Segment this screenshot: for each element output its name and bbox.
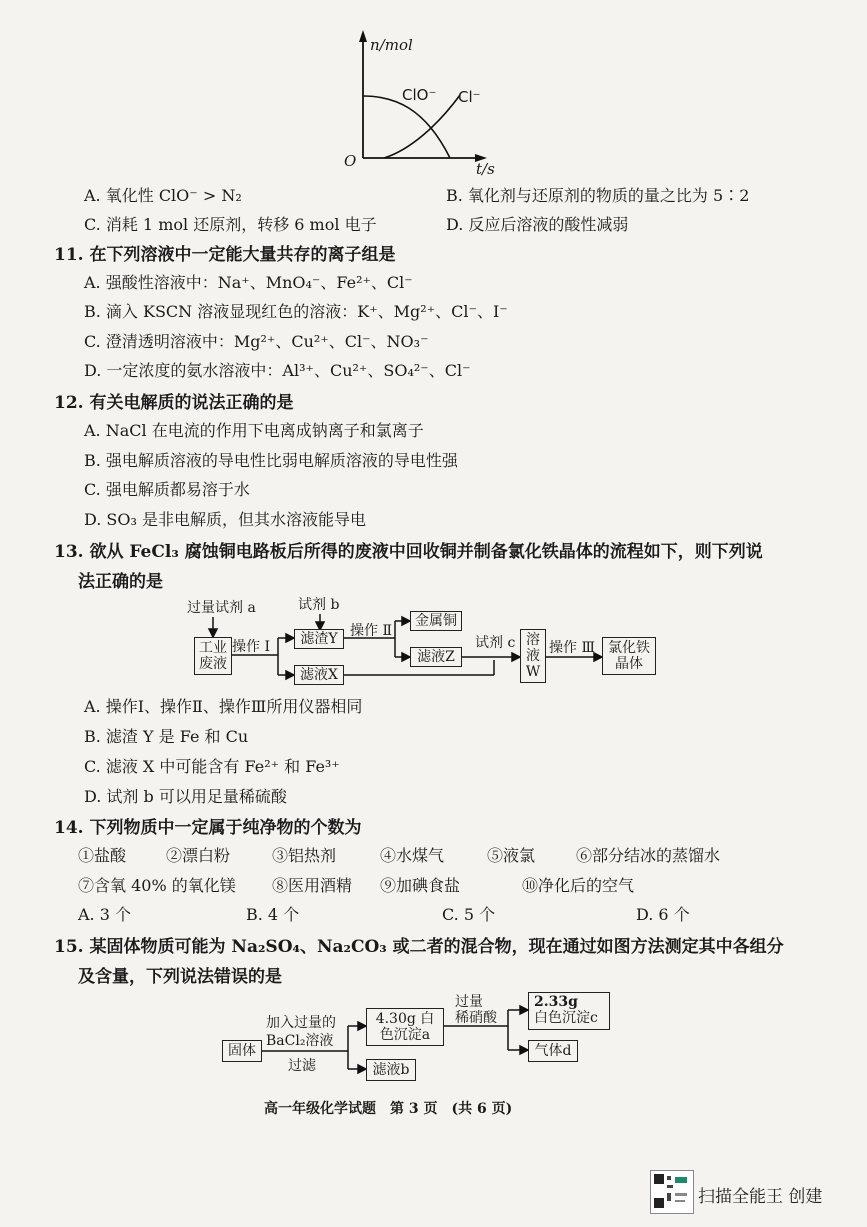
q14-stem: 14. 下列物质中一定属于纯净物的个数为 [54, 818, 362, 838]
q15-box-filtrate-b: 滤液b [366, 1059, 416, 1081]
q10-option-a: A. 氧化性 ClO⁻ > N₂ [84, 186, 242, 205]
q13-stem-line1: 13. 欲从 FeCl₃ 腐蚀铜电路板后所得的废液中回收铜并制备氯化铁晶体的流程如下，则下列说 [54, 542, 763, 562]
q11-option-a: A. 强酸性溶液中：Na⁺、MnO₄⁻、Fe²⁺、Cl⁻ [84, 273, 413, 292]
q11-option-b: B. 滴入 KSCN 溶液显现红色的溶液：K⁺、Mg²⁺、Cl⁻、I⁻ [84, 302, 508, 321]
graph-y-label: n/mol [370, 36, 413, 54]
q13-box-product: 氯化铁晶体 [602, 637, 656, 675]
q13-option-b: B. 滤渣 Y 是 Fe 和 Cu [84, 727, 249, 746]
q12-option-c: C. 强电解质都易溶于水 [84, 480, 250, 499]
q14-item-7: ⑦含氧 40% 的氧化镁 [78, 876, 236, 895]
q14-item-4: ④水煤气 [380, 846, 445, 865]
q13-box-solution-w: 溶液W [520, 629, 546, 683]
q12-stem: 12. 有关电解质的说法正确的是 [54, 393, 294, 413]
q13-op1: 操作 Ⅰ [232, 639, 270, 655]
q14-item-1: ①盐酸 [78, 846, 127, 865]
q14-item-6: ⑥部分结冰的蒸馏水 [576, 846, 721, 865]
q11-option-d: D. 一定浓度的氨水溶液中：Al³⁺、Cu²⁺、SO₄²⁻、Cl⁻ [84, 361, 471, 380]
q15-filter: 过滤 [288, 1058, 316, 1074]
graph-origin: O [344, 152, 357, 170]
q14-item-10: ⑩净化后的空气 [522, 876, 635, 895]
curve-label-cl: Cl⁻ [458, 88, 481, 106]
q13-stem-line2: 法正确的是 [78, 572, 163, 592]
q15-add-line2: BaCl₂溶液 [266, 1033, 334, 1049]
q15-ppt-c-mass: 2.33g [534, 994, 578, 1010]
q13-op3: 操作 Ⅲ [549, 640, 595, 656]
q14-option-b: B. 4 个 [246, 905, 300, 924]
q15-box-ppt-a: 4.30g 白色沉淀a [366, 1008, 444, 1046]
q13-reagent-b: 试剂 b [298, 597, 340, 613]
q14-item-3: ③铝热剂 [272, 846, 337, 865]
watermark-text: 扫描全能王 创建 [698, 1187, 823, 1207]
q13-option-c: C. 滤液 X 中可能含有 Fe²⁺ 和 Fe³⁺ [84, 757, 340, 776]
q13-box-residue-y: 滤渣Y [294, 629, 344, 649]
q14-option-c: C. 5 个 [442, 905, 496, 924]
page-footer: 高一年级化学试题 第 3 页 (共 6 页) [264, 1101, 513, 1117]
q15-acid-line1: 过量 [455, 994, 483, 1010]
q12-option-b: B. 强电解质溶液的导电性比弱电解质溶液的导电性强 [84, 451, 458, 470]
q13-option-a: A. 操作Ⅰ、操作Ⅱ、操作Ⅲ所用仪器相同 [84, 697, 363, 716]
q13-box-filtrate-x: 滤液X [294, 665, 344, 685]
q12-option-d: D. SO₃ 是非电解质，但其水溶液能导电 [84, 510, 367, 529]
q14-item-5: ⑤液氯 [487, 846, 536, 865]
q10-option-b: B. 氧化剂与还原剂的物质的量之比为 5∶2 [446, 186, 750, 205]
q14-option-d: D. 6 个 [636, 905, 690, 924]
q13-box-copper: 金属铜 [410, 611, 462, 631]
q13-box-filtrate-z: 滤液Z [410, 647, 462, 667]
q15-stem-line2: 及含量，下列说法错误的是 [78, 967, 282, 987]
q15-add-line1: 加入过量的 [266, 1015, 336, 1031]
q10-option-c: C. 消耗 1 mol 还原剂，转移 6 mol 电子 [84, 215, 377, 234]
q14-item-8: ⑧医用酒精 [272, 876, 353, 895]
q13-box-waste: 工业废液 [194, 637, 232, 675]
q15-ppt-c-label: 白色沉淀c [534, 1010, 598, 1026]
q14-item-9: ⑨加碘食盐 [380, 876, 461, 895]
q10-option-d: D. 反应后溶液的酸性减弱 [446, 215, 629, 234]
q15-stem-line1: 15. 某固体物质可能为 Na₂SO₄、Na₂CO₃ 或二者的混合物，现在通过如图方法测定其中各组分 [54, 937, 784, 957]
curve-label-clo: ClO⁻ [402, 86, 437, 104]
q14-item-2: ②漂白粉 [166, 846, 231, 865]
q12-option-a: A. NaCl 在电流的作用下电离成钠离子和氯离子 [84, 421, 424, 440]
q14-option-a: A. 3 个 [78, 905, 131, 924]
q15-box-solid: 固体 [222, 1040, 262, 1062]
q13-reagent-c: 试剂 c [475, 635, 516, 651]
q15-box-ppt-c [528, 992, 610, 1030]
graph-x-label: t/s [476, 160, 495, 178]
q11-stem: 11. 在下列溶液中一定能大量共存的离子组是 [54, 245, 396, 265]
q15-acid-line2: 稀硝酸 [455, 1010, 497, 1026]
qr-logo-icon [650, 1170, 694, 1214]
q13-option-d: D. 试剂 b 可以用足量稀硫酸 [84, 787, 287, 806]
q15-box-gas-d: 气体d [528, 1040, 578, 1062]
q11-option-c: C. 澄清透明溶液中：Mg²⁺、Cu²⁺、Cl⁻、NO₃⁻ [84, 332, 429, 351]
q13-op2: 操作 Ⅱ [350, 623, 392, 639]
q13-reagent-a: 过量试剂 a [187, 600, 256, 616]
